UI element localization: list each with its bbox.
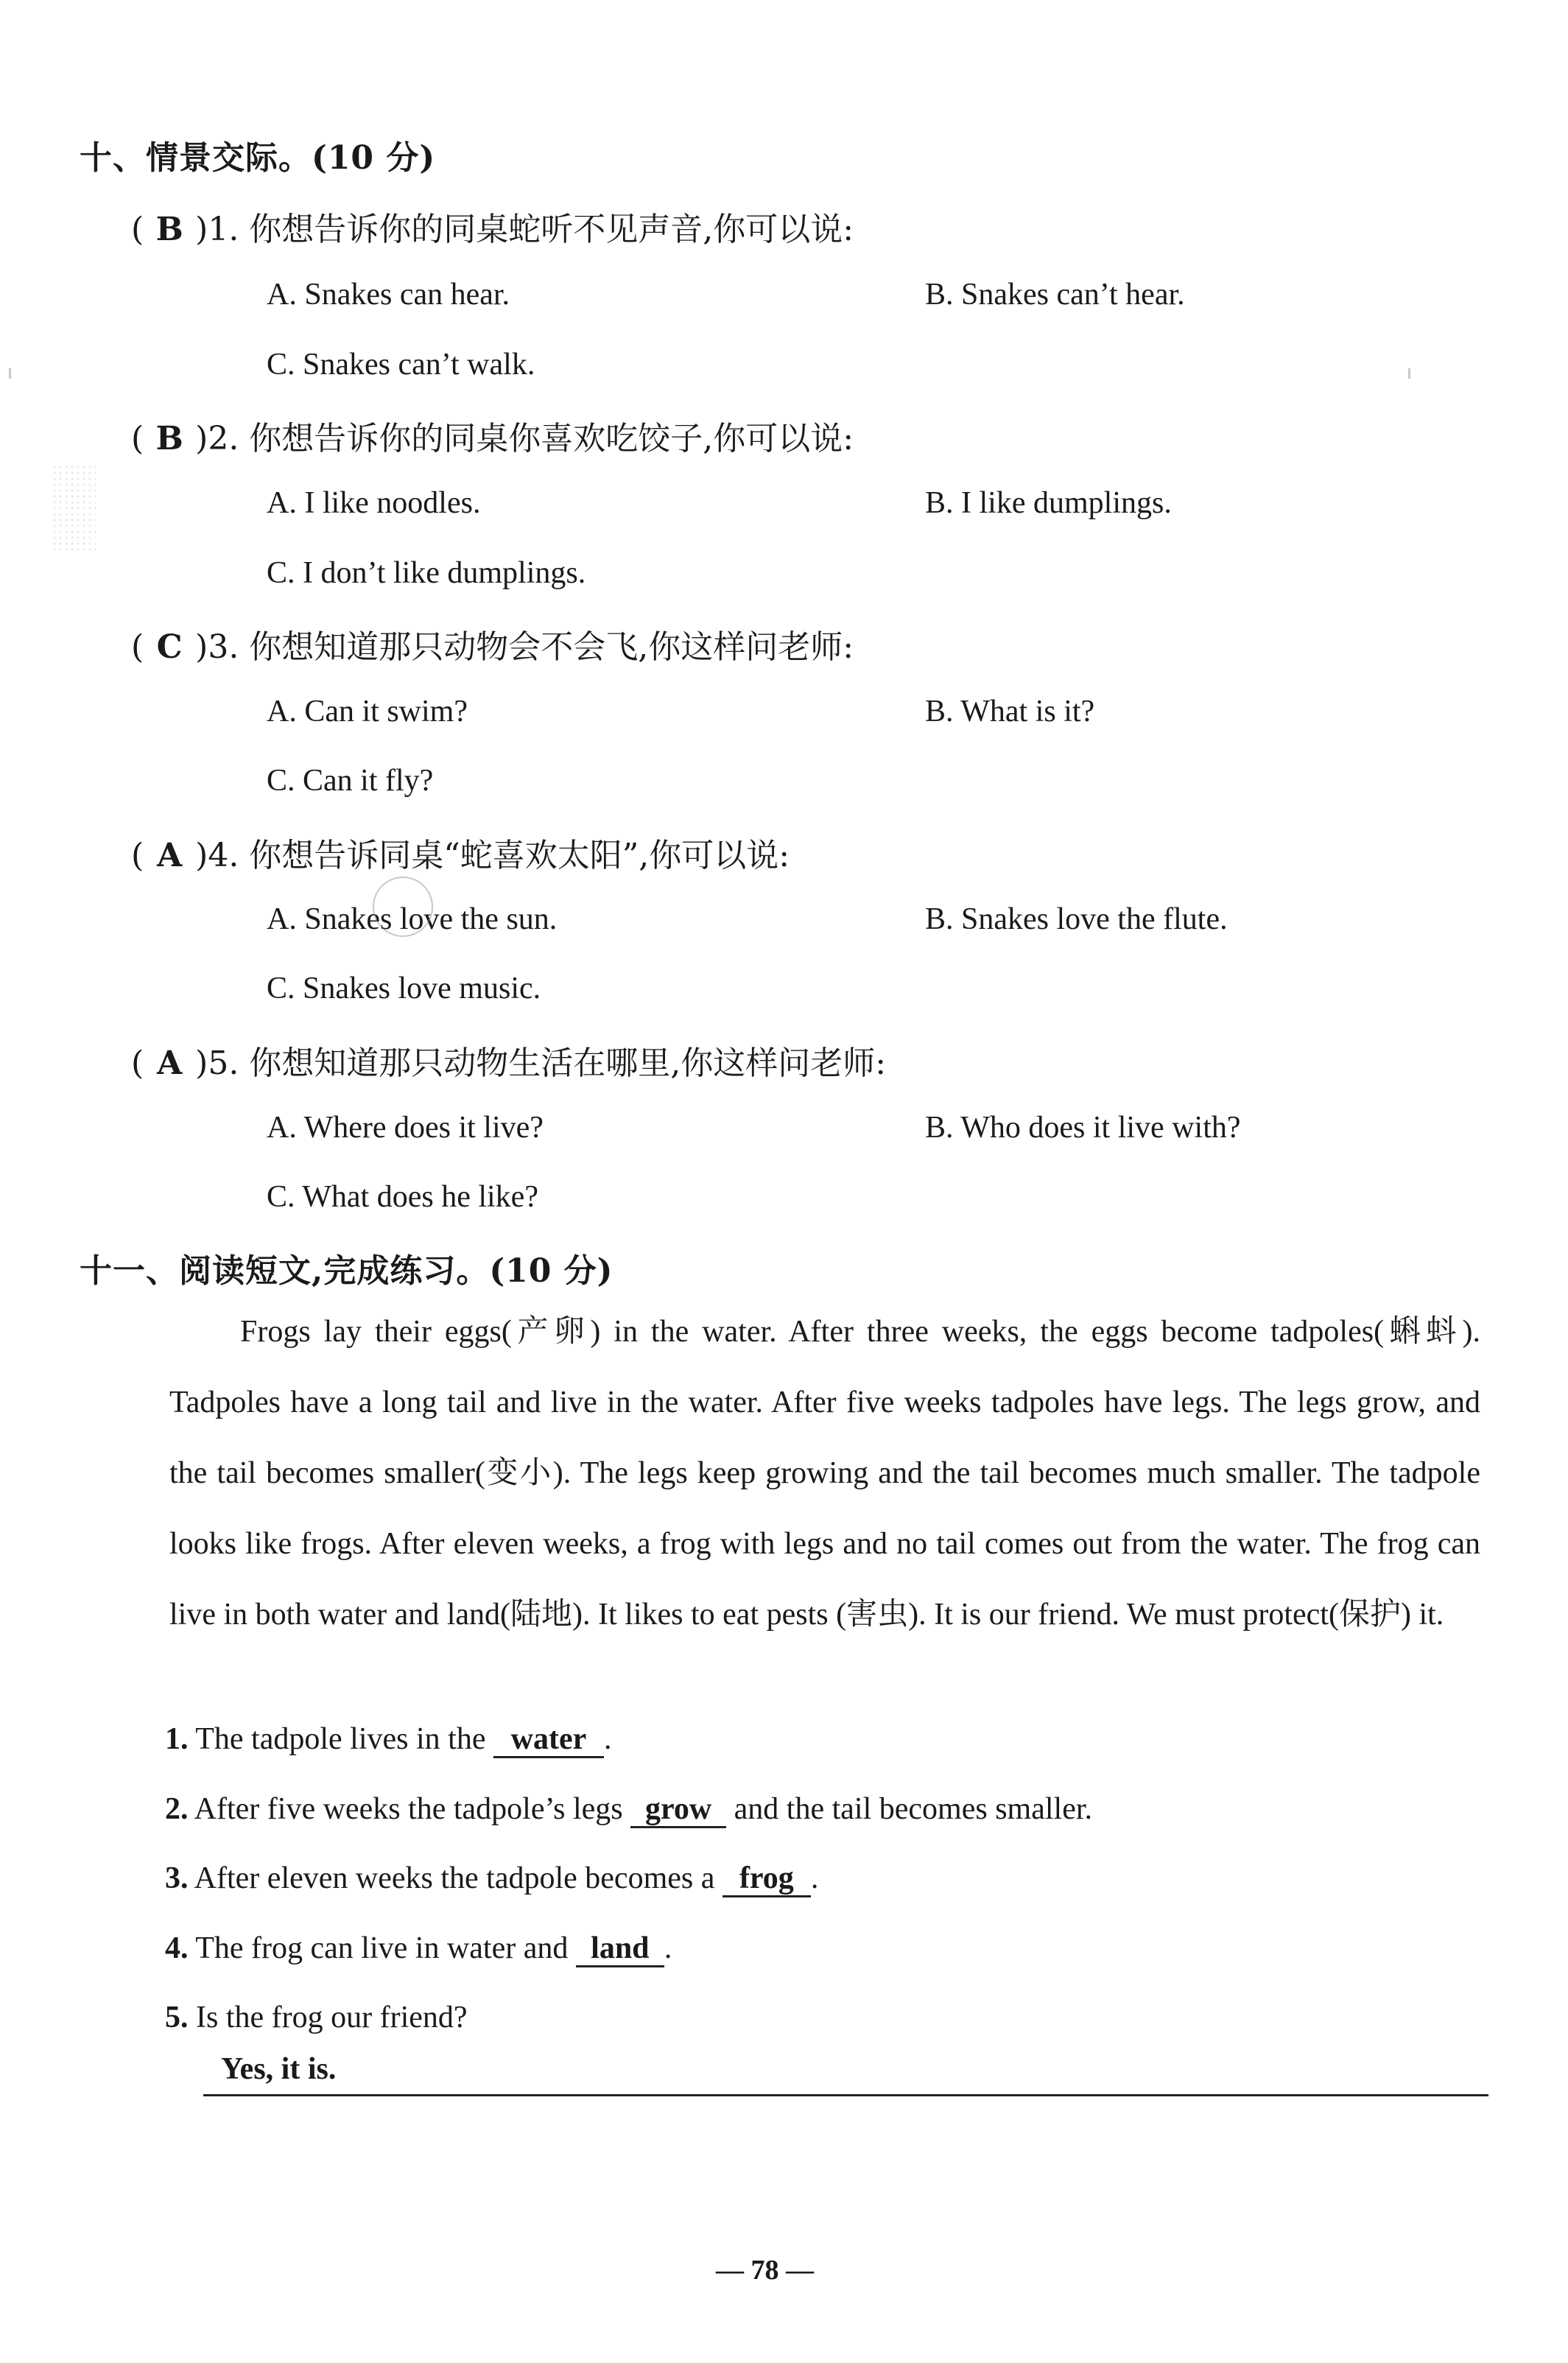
question-2-text: )2. 你想告诉你的同桌你喜欢吃饺子,你可以说: bbox=[195, 420, 854, 457]
question-1-option-c: C. Snakes can’t walk. bbox=[267, 348, 535, 382]
fill-item-text: Is the frog our friend? bbox=[188, 2001, 468, 2034]
question-4-option-a: A. Snakes love the sun. bbox=[267, 902, 558, 936]
question-2-option-b: B. I like dumplings. bbox=[925, 486, 1172, 520]
question-1-option-b: B. Snakes can’t hear. bbox=[925, 278, 1185, 312]
page-number: — 78 — bbox=[716, 2255, 814, 2286]
q5-answer-line bbox=[203, 2051, 1488, 2096]
fill-item-after: . bbox=[664, 1931, 672, 1965]
fill-blank-answer: water bbox=[493, 1722, 604, 1758]
question-5-option-b: B. Who does it live with? bbox=[925, 1111, 1241, 1145]
fill-item-number: 3. bbox=[165, 1861, 189, 1895]
q5-answer-text: Yes, it is. bbox=[221, 2052, 337, 2086]
question-3-stem bbox=[131, 620, 854, 667]
question-3-text: )3. 你想知道那只动物会不会飞,你这样问老师: bbox=[195, 628, 854, 666]
fill-item-number: 1. bbox=[165, 1722, 189, 1756]
scan-noise bbox=[52, 464, 96, 552]
fill-item-text: The tadpole lives in the bbox=[188, 1722, 493, 1756]
fill-item-text: After five weeks the tadpole’s legs bbox=[188, 1792, 631, 1826]
question-4-option-c: C. Snakes love music. bbox=[267, 972, 541, 1005]
question-2-option-c: C. I don’t like dumplings. bbox=[267, 556, 586, 590]
question-1-stem bbox=[131, 203, 854, 250]
scan-speck bbox=[1408, 368, 1410, 379]
watermark-stamp-icon bbox=[373, 877, 433, 937]
section-10-title: 十、情景交际。(10 分) bbox=[80, 139, 436, 177]
fill-item-number: 5. bbox=[165, 2001, 189, 2034]
fill-item-5 bbox=[165, 2000, 468, 2035]
fill-item-text: After eleven weeks the tadpole becomes a bbox=[188, 1861, 723, 1895]
question-5-stem bbox=[131, 1036, 886, 1084]
fill-item-2 bbox=[165, 1791, 1092, 1828]
question-3-option-b: B. What is it? bbox=[925, 695, 1095, 728]
question-4-option-b: B. Snakes love the flute. bbox=[925, 902, 1228, 936]
paren-open: ( bbox=[131, 1044, 144, 1082]
question-5-option-c: C. What does he like? bbox=[267, 1180, 538, 1214]
question-4-stem bbox=[131, 829, 790, 876]
fill-blank-answer: frog bbox=[723, 1861, 811, 1897]
paren-open: ( bbox=[131, 211, 144, 248]
paren-open: ( bbox=[131, 837, 144, 874]
fill-item-4 bbox=[165, 1931, 672, 1967]
fill-item-after: and the tail becomes smaller. bbox=[726, 1792, 1092, 1826]
reading-passage bbox=[169, 1296, 1480, 1650]
fill-item-after: . bbox=[603, 1722, 612, 1756]
question-1-answer: B bbox=[155, 211, 183, 248]
section-11-title: 十一、阅读短文,完成练习。(10 分) bbox=[80, 1252, 614, 1290]
question-4-answer: A bbox=[157, 837, 183, 874]
question-3-answer: C bbox=[156, 628, 183, 666]
question-5-option-a: A. Where does it live? bbox=[267, 1111, 544, 1145]
question-1-option-a: A. Snakes can hear. bbox=[267, 278, 510, 312]
question-5-answer: A bbox=[157, 1044, 183, 1082]
fill-item-number: 2. bbox=[165, 1792, 189, 1826]
paren-open: ( bbox=[131, 420, 144, 457]
question-2-stem bbox=[131, 412, 854, 459]
scan-speck bbox=[9, 368, 11, 379]
question-4-text: )4. 你想告诉同桌“蛇喜欢太阳”,你可以说: bbox=[195, 837, 790, 874]
fill-blank-answer: land bbox=[576, 1931, 664, 1967]
question-2-option-a: A. I like noodles. bbox=[267, 486, 481, 520]
fill-item-number: 4. bbox=[165, 1931, 189, 1965]
fill-item-after: . bbox=[810, 1861, 819, 1895]
question-5-text: )5. 你想知道那只动物生活在哪里,你这样问老师: bbox=[195, 1044, 887, 1082]
fill-item-1 bbox=[165, 1721, 611, 1758]
fill-item-text: The frog can live in water and bbox=[188, 1931, 576, 1965]
passage-text: Frogs lay their eggs(产卵) in the water. After three weeks, the eggs become tadpoles(蝌蚪). Tadpoles have a long tail and live in the water. After five weeks tadpoles have legs. The legs grow, and the tail becomes smaller(变小). The legs keep growing and the tail becomes much smaller. The tadpole looks like frogs. After eleven weeks, a frog with legs and no tail comes out from the water. The frog can live in both water and land(陆地). It likes to eat pests (害虫). It is our friend. We must protect(保护) it. bbox=[169, 1315, 1480, 1632]
question-3-option-a: A. Can it swim? bbox=[267, 695, 468, 728]
fill-item-3 bbox=[165, 1861, 818, 1897]
fill-blank-answer: grow bbox=[630, 1792, 726, 1828]
question-2-answer: B bbox=[155, 420, 183, 457]
paren-open: ( bbox=[131, 628, 144, 666]
question-3-option-c: C. Can it fly? bbox=[267, 764, 434, 798]
question-1-text: )1. 你想告诉你的同桌蛇听不见声音,你可以说: bbox=[195, 211, 854, 248]
